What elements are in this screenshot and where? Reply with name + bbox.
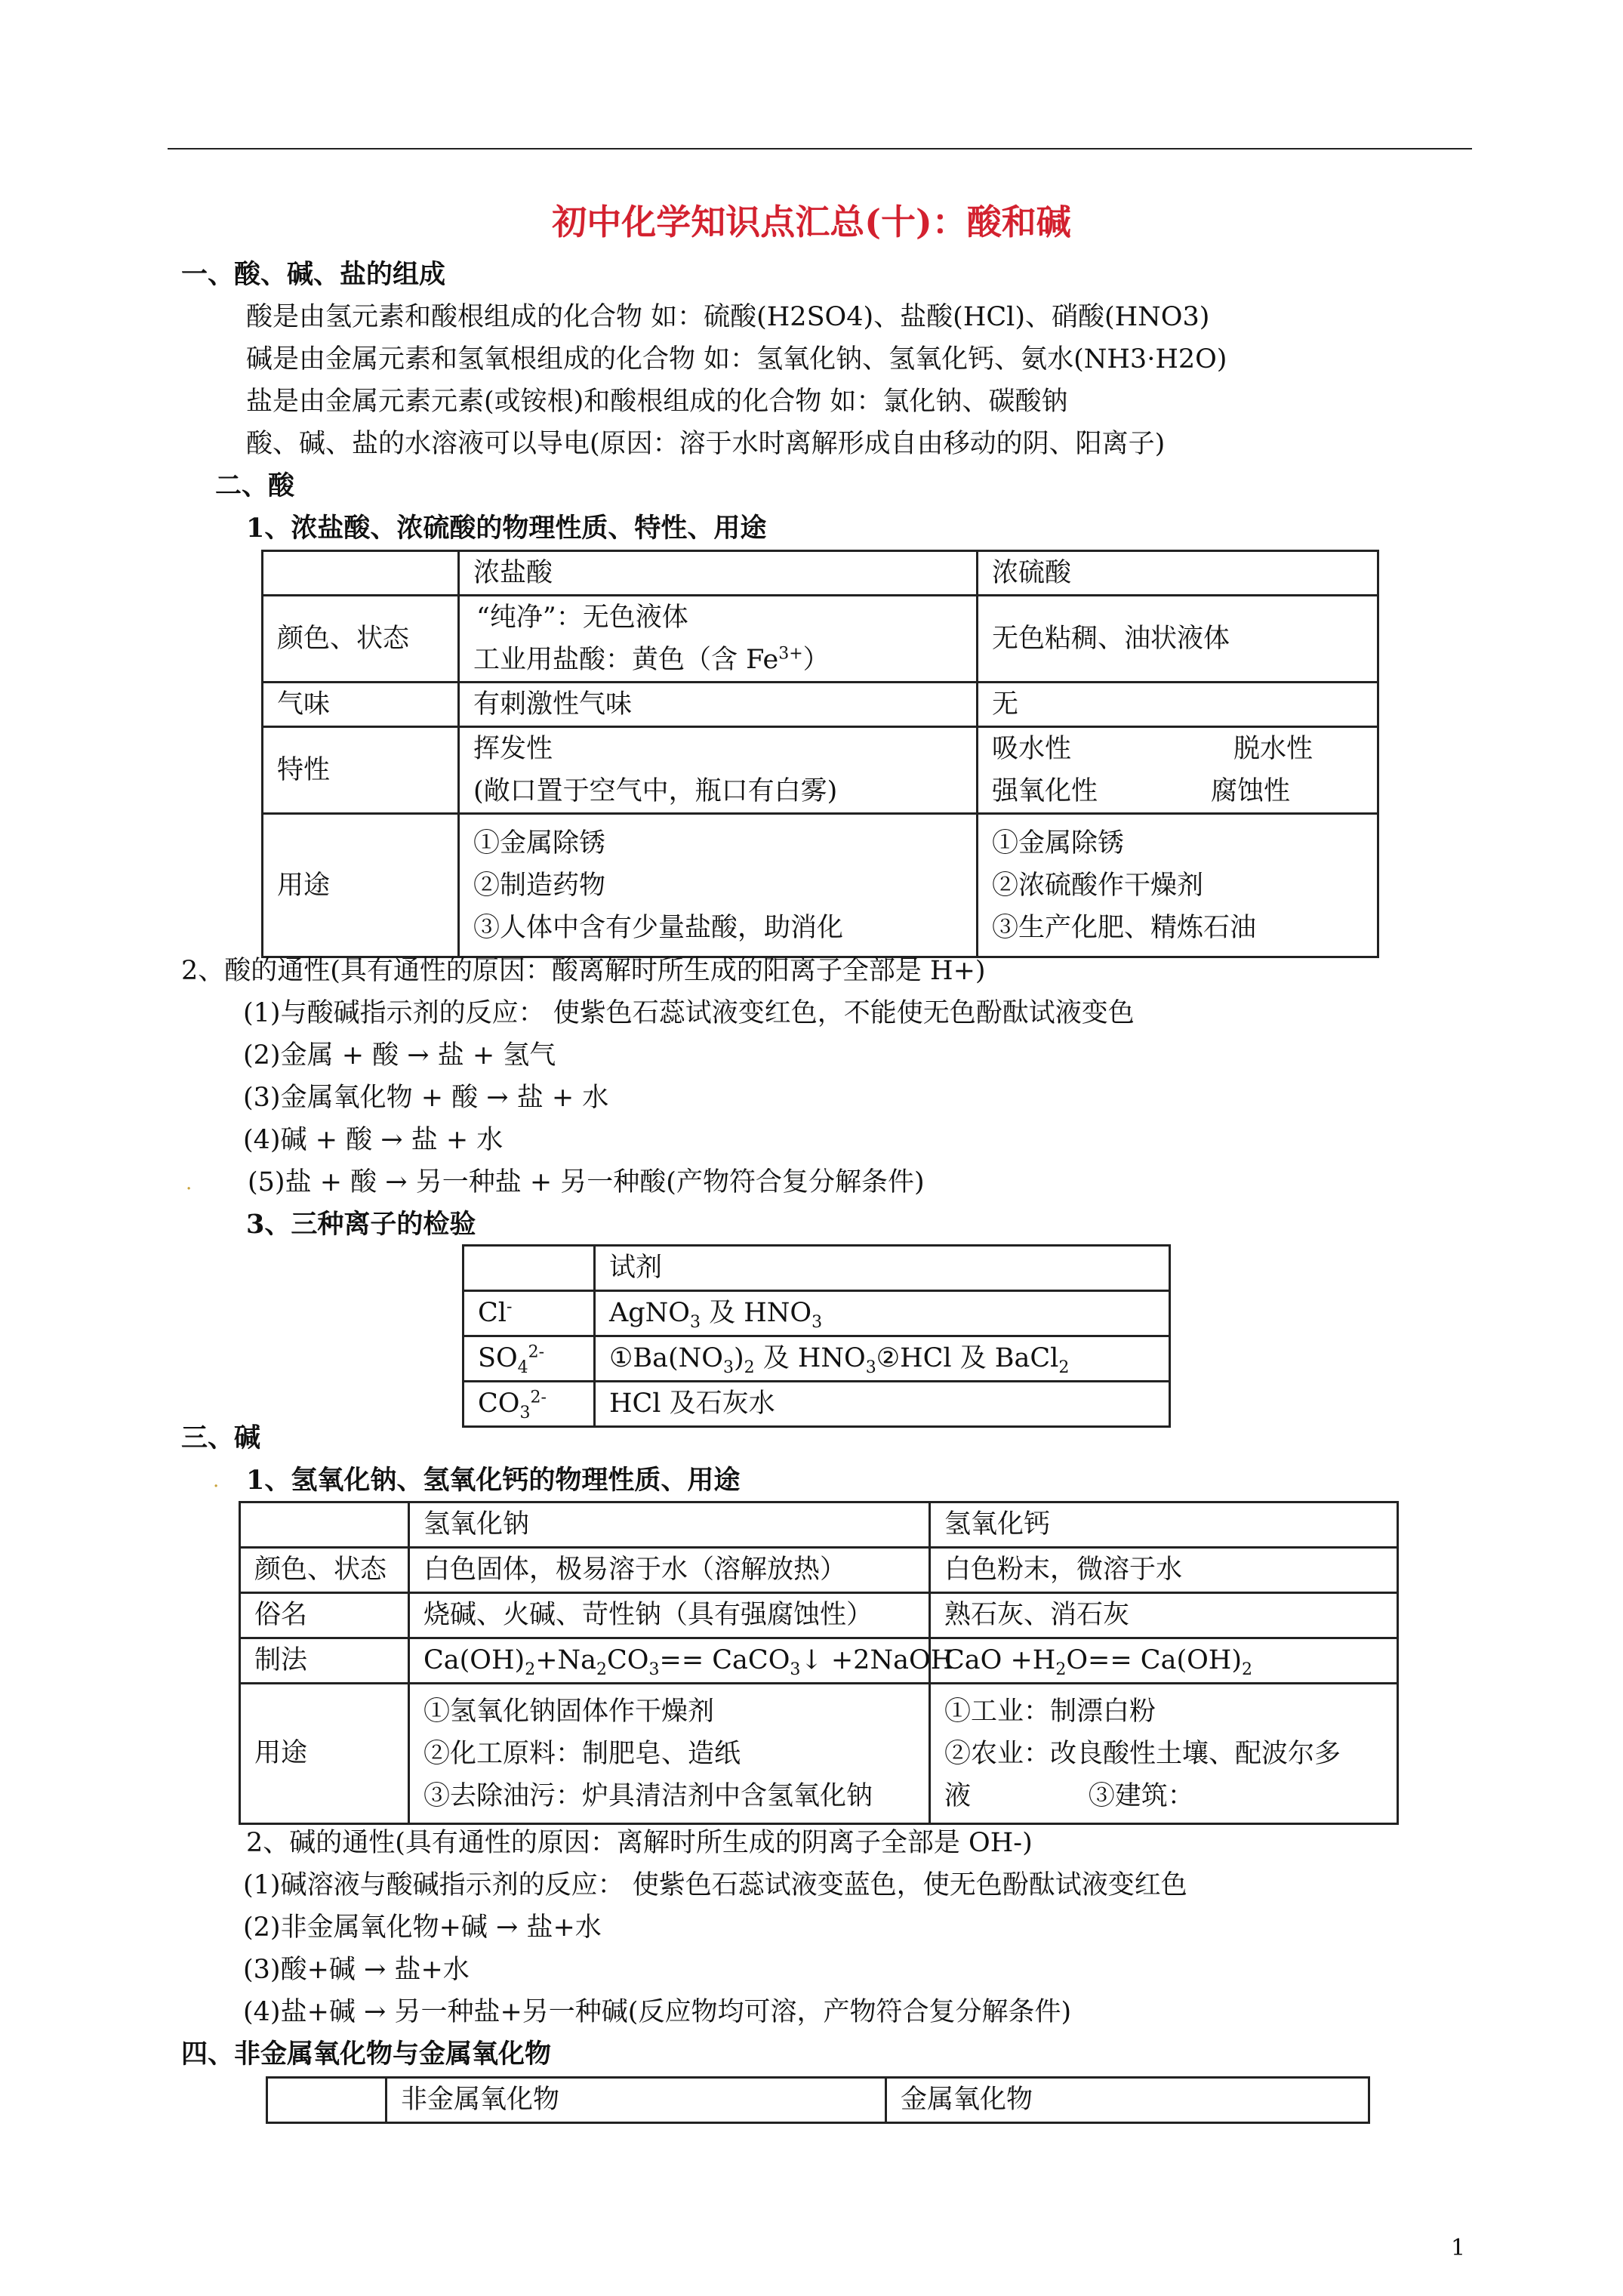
- t3-key-name: 俗名: [240, 1593, 409, 1638]
- acid-prop-1: (1)与酸碱指示剂的反应： 使紫色石蕊试液变红色，不能使无色酚酞试液变色: [243, 998, 1135, 1028]
- section-1-heading: 一、酸、碱、盐的组成: [181, 259, 446, 290]
- s1-line-conduct: 酸、碱、盐的水溶液可以导电(原因：溶于水时离解形成自由移动的阴、阳离子): [246, 429, 1166, 459]
- t2-reagent-sulfate: $①Ba(NO_3)_2$ 及 $HNO_3②HCl$ 及 BaCl$_2$: [595, 1336, 1170, 1382]
- acid-prop-4: (4)碱 + 酸 → 盐 + 水: [243, 1125, 504, 1155]
- base-properties-table: [239, 1501, 1399, 1825]
- t2-ion-sulfate: $SO_4^{2-}$: [463, 1336, 595, 1382]
- t1-head-h2so4: 浓硫酸: [978, 551, 1378, 596]
- t3-naoh-name: 烧碱、火碱、苛性钠（具有强腐蚀性）: [409, 1593, 930, 1638]
- t3-key-use: 用途: [240, 1684, 409, 1824]
- acid-properties-table: [261, 550, 1379, 958]
- t3-naoh-prep: $Ca(OH)_2+Na_2CO_3==$ CaCO$_3$↓ +2NaOH: [409, 1638, 930, 1684]
- base-prop-2: (2)非金属氧化物+碱 → 盐+水: [243, 1912, 602, 1943]
- oxide-table: [266, 2076, 1370, 2124]
- t1-h2so4-feature: 吸水性 脱水性 强氧化性 腐蚀性: [978, 727, 1378, 814]
- t3-head-caoh2: 氢氧化钙: [930, 1502, 1398, 1548]
- stray-mark: .: [186, 1172, 192, 1194]
- t3-key-color: 颜色、状态: [240, 1548, 409, 1593]
- section-2-heading: 二、酸: [215, 470, 295, 501]
- acid-prop-2: (2)金属 + 酸 → 盐 + 氢气: [243, 1040, 556, 1071]
- s2-sub2: 2、酸的通性(具有通性的原因：酸离解时所生成的阳离子全部是 H+): [181, 956, 986, 986]
- top-rule: [168, 148, 1472, 149]
- t2-reagent-carbonate: HCl 及石灰水: [595, 1382, 1170, 1427]
- t1-h2so4-smell: 无: [978, 683, 1378, 727]
- t2-reagent-chloride: AgNO$_3$ 及 $HNO_3$: [595, 1291, 1170, 1336]
- s3-sub2: 2、碱的通性(具有通性的原因：离解时所生成的阴离子全部是 OH-): [246, 1828, 1033, 1858]
- t1-key-color: 颜色、状态: [263, 596, 459, 683]
- t3-head-empty: [240, 1502, 409, 1548]
- t4-head-empty: [267, 2078, 387, 2123]
- t1-key-feature: 特性: [263, 727, 459, 814]
- s3-sub1: 1、氢氧化钠、氢氧化钙的物理性质、用途: [246, 1465, 741, 1496]
- s2-sub1: 1、浓盐酸、浓硫酸的物理性质、特性、用途: [246, 513, 767, 544]
- s1-line-salt: 盐是由金属元素元素(或铵根)和酸根组成的化合物 如：氯化钠、碳酸钠: [246, 387, 1068, 417]
- t1-h2so4-color: 无色粘稠、油状液体: [978, 596, 1378, 683]
- t3-caoh2-name: 熟石灰、消石灰: [930, 1593, 1398, 1638]
- t4-head-metal: 金属氧化物: [886, 2078, 1369, 2123]
- page-number: 1: [1451, 2235, 1466, 2261]
- t1-head-empty: [263, 551, 459, 596]
- page-title: 初中化学知识点汇总(十)：酸和碱: [552, 202, 1071, 242]
- t3-caoh2-prep: CaO $+H_2O== Ca(OH)_2$: [930, 1638, 1398, 1684]
- t2-ion-carbonate: $CO_3^{2-}$: [463, 1382, 595, 1427]
- t3-naoh-color: 白色固体，极易溶于水（溶解放热）: [409, 1548, 930, 1593]
- acid-prop-5: (5)盐 + 酸 → 另一种盐 + 另一种酸(产物符合复分解条件): [248, 1167, 925, 1197]
- t1-hcl-use: ①金属除锈 ②制造药物 ③人体中含有少量盐酸，助消化: [459, 814, 978, 957]
- s2-sub3: 3、三种离子的检验: [246, 1209, 476, 1240]
- t3-naoh-use: ①氢氧化钠固体作干燥剂 ②化工原料：制肥皂、造纸 ③去除油污：炉具清洁剂中含氢氧化钠: [409, 1684, 930, 1824]
- t3-head-naoh: 氢氧化钠: [409, 1502, 930, 1548]
- t1-head-hcl: 浓盐酸: [459, 551, 978, 596]
- base-prop-1: (1)碱溶液与酸碱指示剂的反应： 使紫色石蕊试液变蓝色，使无色酚酞试液变红色: [243, 1870, 1187, 1900]
- t3-caoh2-use: ①工业：制漂白粉 ②农业：改良酸性土壤、配波尔多 液 ③建筑：: [930, 1684, 1398, 1824]
- base-prop-4: (4)盐+碱 → 另一种盐+另一种碱(反应物均可溶，产物符合复分解条件): [243, 1997, 1072, 2027]
- t1-hcl-smell: 有刺激性气味: [459, 683, 978, 727]
- s1-line-acid: 酸是由氢元素和酸根组成的化合物 如：硫酸(H2SO4)、盐酸(HCl)、硝酸(HNO3): [246, 302, 1210, 332]
- t1-key-smell: 气味: [263, 683, 459, 727]
- base-prop-3: (3)酸+碱 → 盐+水: [243, 1955, 470, 1985]
- s1-line-base: 碱是由金属元素和氢氧根组成的化合物 如：氢氧化钠、氢氧化钙、氨水(NH3·H2O): [246, 344, 1227, 374]
- t1-h2so4-use: ①金属除锈 ②浓硫酸作干燥剂 ③生产化肥、精炼石油: [978, 814, 1378, 957]
- t3-key-prep: 制法: [240, 1638, 409, 1684]
- section-3-heading: 三、碱: [181, 1422, 261, 1453]
- t2-head-empty: [463, 1246, 595, 1291]
- acid-prop-3: (3)金属氧化物 + 酸 → 盐 + 水: [243, 1083, 609, 1113]
- t1-hcl-color: “纯净”：无色液体 工业用盐酸：黄色（含 $Fe^{3+}$）: [459, 596, 978, 683]
- t3-caoh2-color: 白色粉末，微溶于水: [930, 1548, 1398, 1593]
- t2-ion-chloride: Cl-: [463, 1291, 595, 1336]
- stray-mark-2: .: [213, 1469, 220, 1492]
- t4-head-nonmetal: 非金属氧化物: [387, 2078, 886, 2123]
- t1-key-use: 用途: [263, 814, 459, 957]
- section-4-heading: 四、非金属氧化物与金属氧化物: [181, 2039, 552, 2069]
- t2-head-reagent: 试剂: [595, 1246, 1170, 1291]
- ion-test-table: [462, 1244, 1171, 1428]
- t1-hcl-feature: 挥发性 (敞口置于空气中，瓶口有白雾): [459, 727, 978, 814]
